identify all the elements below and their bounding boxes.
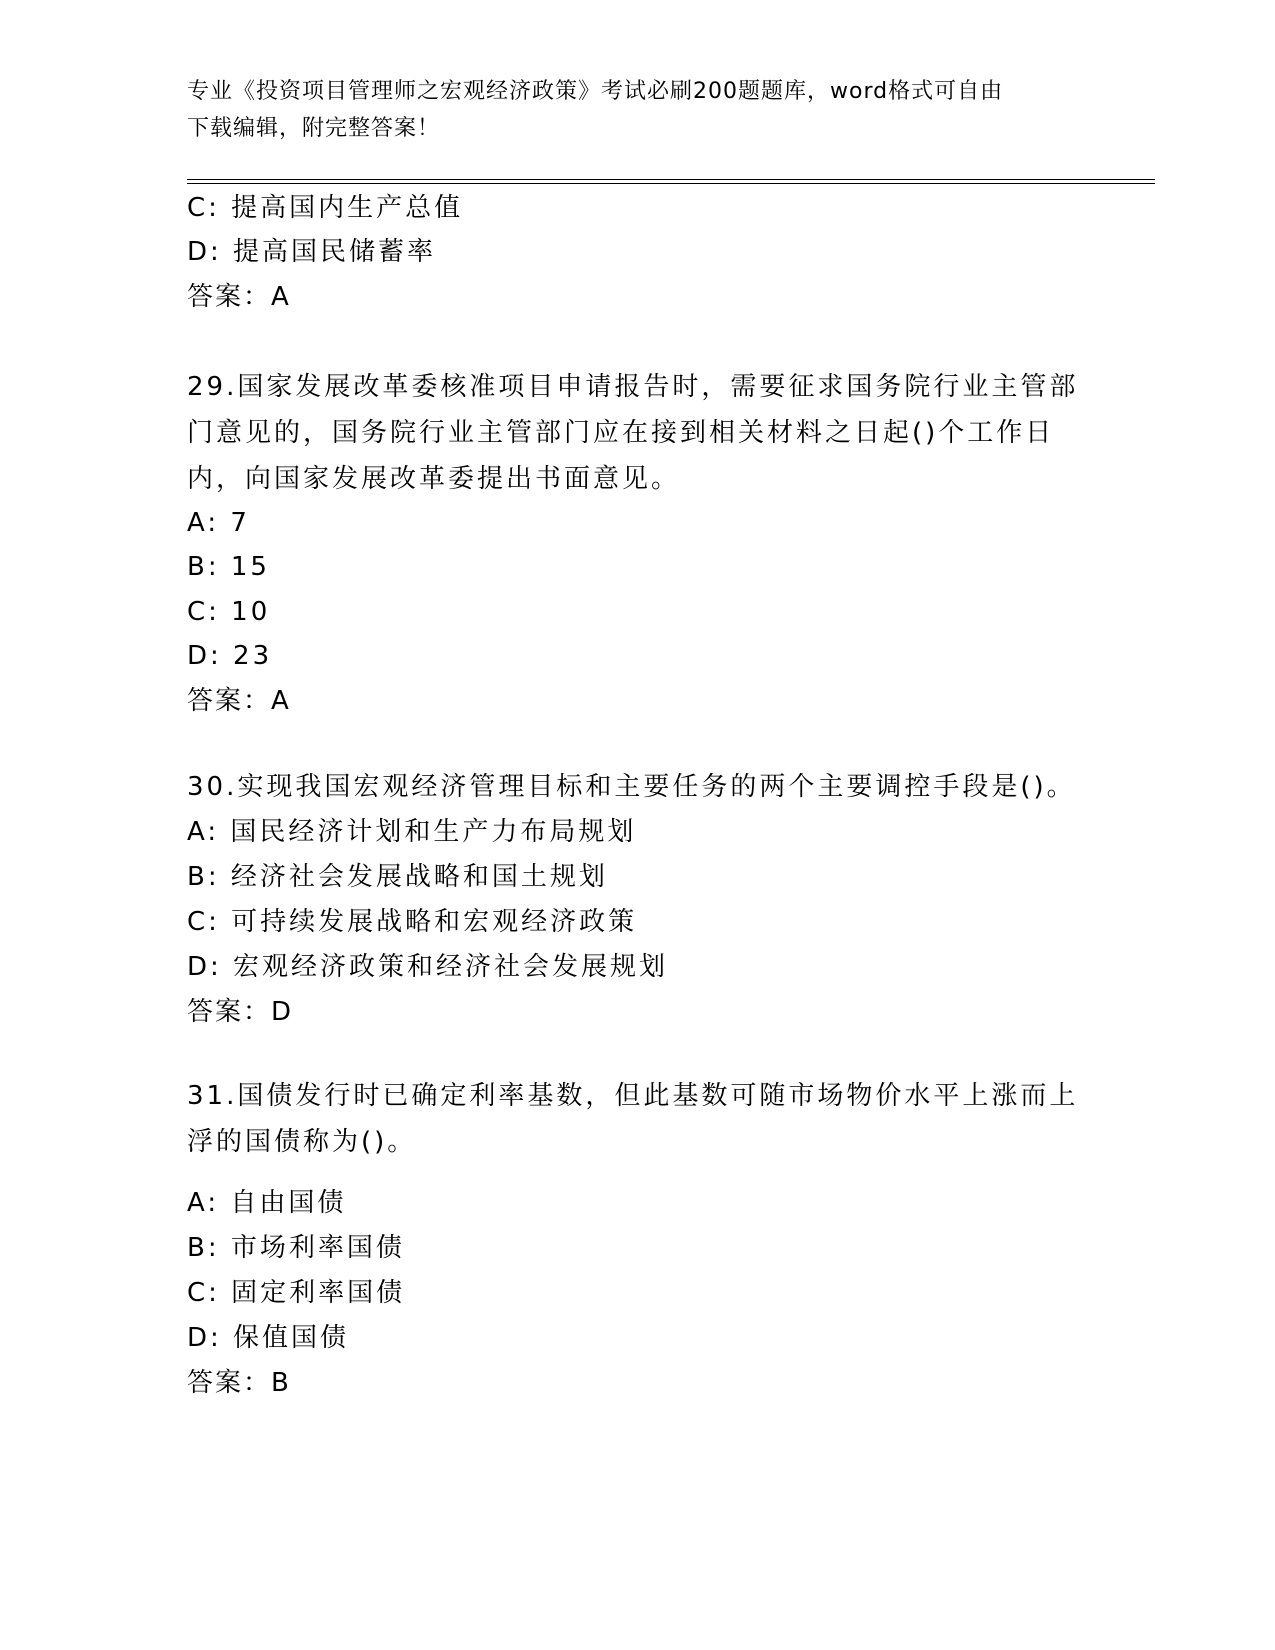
- question-31-line-1: 31.国债发行时已确定利率基数，但此基数可随市场物价水平上涨而上: [187, 1081, 1079, 1111]
- question-29-line-2: 门意见的，国务院行业主管部门应在接到相关材料之日起()个工作日: [187, 418, 1055, 448]
- question-29-option-d: D: 23: [187, 641, 273, 671]
- question-31-text: [187, 1073, 1087, 1165]
- header-rule-top: [187, 179, 1155, 180]
- question-31-option-c: C: 固定利率国债: [187, 1278, 406, 1308]
- question-30-option-a: A: 国民经济计划和生产力布局规划: [187, 817, 637, 847]
- question-30-answer: 答案：D: [187, 997, 294, 1027]
- question-29-option-a: A: 7: [187, 508, 250, 538]
- question-31-option-d: D: 保值国债: [187, 1323, 350, 1353]
- prev-option-c: C: 提高国内生产总值: [187, 193, 464, 223]
- header-line-2: 下载编辑，附完整答案！: [187, 116, 441, 141]
- question-29-line-3: 内，向国家发展改革委提出书面意见。: [187, 464, 681, 494]
- question-31-line-2: 浮的国债称为()。: [187, 1127, 417, 1157]
- prev-answer: 答案：A: [187, 282, 291, 312]
- question-31-answer: 答案：B: [187, 1368, 291, 1398]
- question-31-option-b: B: 市场利率国债: [187, 1233, 405, 1263]
- question-30-text: 30.实现我国宏观经济管理目标和主要任务的两个主要调控手段是()。: [187, 772, 1076, 802]
- header-rule-bottom: [187, 183, 1155, 184]
- document-header: [187, 73, 1067, 147]
- question-29-line-1: 29.国家发展改革委核准项目申请报告时，需要征求国务院行业主管部: [187, 372, 1079, 402]
- prev-option-d: D: 提高国民储蓄率: [187, 237, 437, 267]
- question-29-text: [187, 364, 1087, 502]
- question-29-answer: 答案：A: [187, 686, 291, 716]
- question-29-option-c: C: 10: [187, 597, 271, 627]
- header-line-1: 专业《投资项目管理师之宏观经济政策》考试必刷200题题库，word格式可自由: [187, 79, 1004, 104]
- question-30-option-b: B: 经济社会发展战略和国土规划: [187, 862, 608, 892]
- question-30-option-c: C: 可持续发展战略和宏观经济政策: [187, 907, 638, 937]
- question-31-option-a: A: 自由国债: [187, 1188, 347, 1218]
- question-29-option-b: B: 15: [187, 552, 270, 582]
- question-30-option-d: D: 宏观经济政策和经济社会发展规划: [187, 952, 669, 982]
